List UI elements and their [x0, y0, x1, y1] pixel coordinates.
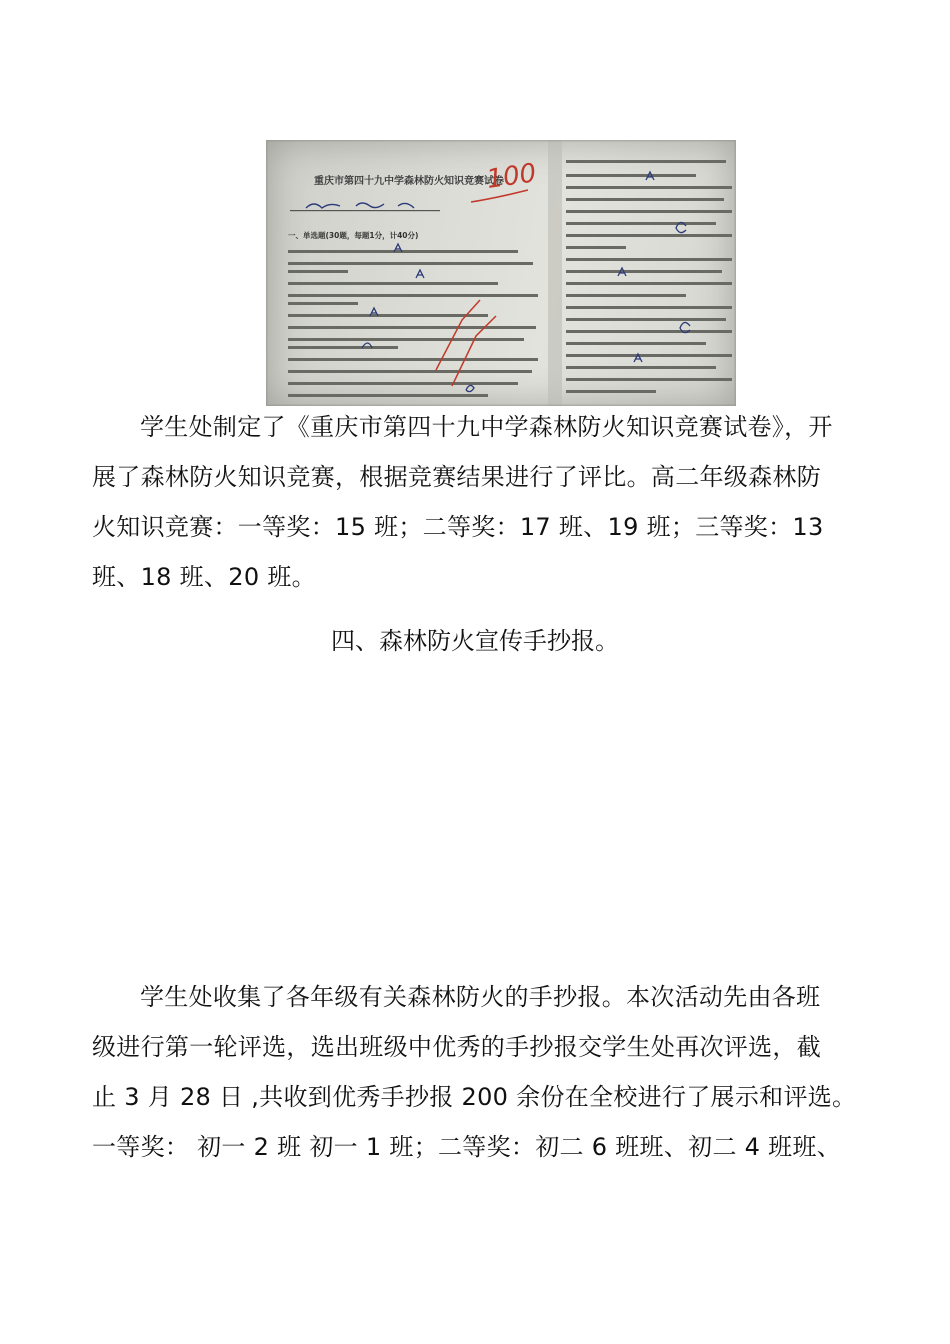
section-heading: 四、森林防火宣传手抄报。	[331, 627, 619, 655]
paper-section-heading: 一、单选题(30题，每题1分，计40分)	[288, 231, 419, 240]
exam-paper-photo	[266, 140, 736, 406]
paper-title: 重庆市第四十九中学森林防火知识竞赛试卷	[314, 176, 504, 187]
score-mark: 100	[484, 158, 539, 195]
paragraph-line: 火知识竞赛：一等奖：15 班；二等奖：17 班、19 班；三等奖：13	[92, 513, 824, 541]
paragraph-line: 止 3 月 28 日 ,共收到优秀手抄报 200 余份在全校进行了展示和评选。	[92, 1083, 857, 1111]
paragraph-line: 级进行第一轮评选，选出班级中优秀的手抄报交学生处再次评选，截	[92, 1033, 821, 1061]
exam-paper-image	[266, 140, 736, 406]
paragraph-line: 展了森林防火知识竞赛，根据竞赛结果进行了评比。高二年级森林防	[92, 463, 821, 491]
paragraph-line: 一等奖： 初一 2 班 初一 1 班；二等奖：初二 6 班班、初二 4 班班、	[92, 1133, 842, 1161]
paragraph-posters	[92, 972, 860, 1172]
paragraph-competition	[92, 402, 860, 602]
paragraph-line: 学生处制定了《重庆市第四十九中学森林防火知识竞赛试卷》，开	[140, 413, 833, 441]
paragraph-line: 班、18 班、20 班。	[92, 563, 316, 591]
paragraph-line: 学生处收集了各年级有关森林防火的手抄报。本次活动先由各班	[140, 983, 821, 1011]
